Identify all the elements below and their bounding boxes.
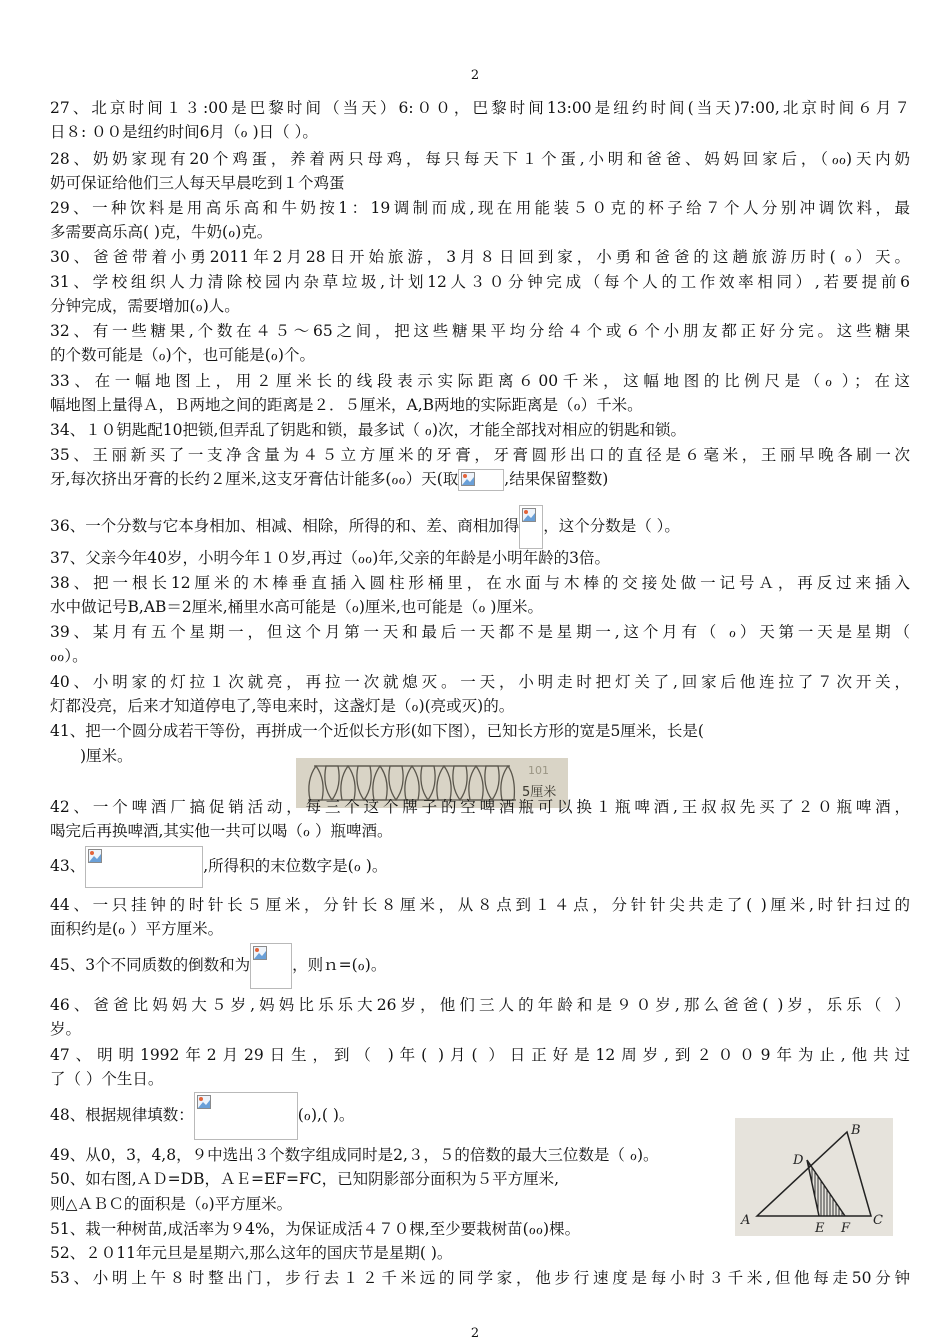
question-45	[50, 943, 910, 989]
question-32-line-1: 32、有一些糖果,个数在４５～65之间，把这些糖果平均分给４个或６个小朋友都正好分完。这些糖果	[50, 322, 910, 340]
question-43-text-b: ,所得积的末位数字是(ℴ )。	[203, 857, 388, 875]
broken-image-icon	[253, 946, 267, 960]
question-47-line-1: 47、明明1992年2月29日生，到（ )年( )月( ）日正好是12周岁,到２００9年为止,他共过	[50, 1046, 910, 1064]
broken-image-icon	[197, 1095, 211, 1109]
width-label: 5厘米	[522, 785, 557, 800]
vertex-label-f: F	[841, 1221, 851, 1236]
question-28-line-1: 28、奶奶家现有20个鸡蛋，养着两只母鸡，每只每天下１个蛋,小明和爸爸、妈妈回家后，（ℴℴ)天内奶	[50, 150, 910, 168]
question-28-line-2: 奶可保证给他们三人每天早晨吃到１个鸡蛋	[50, 174, 345, 192]
question-39-line-1: 39、某月有五个星期一，但这个月第一天和最后一天都不是星期一,这个月有（ ℴ）天第一天是星期（	[50, 623, 910, 641]
question-38-line-1: 38、把一根长12厘米的木棒垂直插入圆柱形桶里，在水面与木棒的交接处做一记号Ａ，再反过来插入	[50, 574, 910, 592]
vertex-label-e: E	[815, 1221, 825, 1236]
question-36-text-a: 36、一个分数与它本身相加、相减、相除，所得的和、差、商相加得	[50, 517, 520, 535]
question-40-line-1: 40、小明家的灯拉１次就亮，再拉一次就熄灭。一天，小明走时把灯关了,回家后他连拉了７次开关，	[50, 673, 910, 691]
missing-sequence-image	[194, 1092, 298, 1140]
page-number-top: 2	[470, 68, 480, 83]
question-45-text-a: 45、3个不同质数的倒数和为	[50, 956, 251, 974]
question-29-line-1: 29、一种饮料是用高乐高和牛奶按1：19调制而成,现在用能装５０克的杯子给７个人分别冲调饮料，最	[50, 199, 910, 217]
broken-image-icon	[522, 508, 536, 522]
question-45-text-b: ，则ｎ=(ℴ)。	[292, 956, 387, 974]
question-31-line-2: 分钟完成，需要增加(ℴ)人。	[50, 297, 240, 315]
question-33-line-1: 33、在一幅地图上，用２厘米长的线段表示实际距离６00千米，这幅地图的比例尺是（ℴ ）；在这	[50, 372, 910, 390]
question-41-line-2: )厘米。	[80, 747, 133, 765]
question-43	[50, 846, 910, 888]
question-29-line-2: 多需要高乐高( )克，牛奶(ℴ)克。	[50, 223, 273, 241]
question-32-line-2: 的个数可能是（ℴ)个，也可能是(ℴ)个。	[50, 346, 315, 364]
question-35-text-a: 牙,每次挤出牙膏的长约２厘米,这支牙膏估计能多(ℴℴ）天(取	[50, 470, 459, 488]
question-44-line-2: 面积约是(ℴ ）平方厘米。	[50, 920, 224, 938]
question-35-line-2	[50, 467, 910, 491]
faint-figure-label: 101	[528, 764, 549, 777]
vertex-label-a: A	[741, 1213, 751, 1228]
question-50-line-1: 50、如右图,ＡＤ=DB，ＡＥ=EF=FC，已知阴影部分面积为５平方厘米,	[50, 1170, 560, 1188]
question-35-text-b: ,结果保留整数)	[504, 470, 609, 488]
missing-fraction-image	[519, 505, 543, 549]
question-37: 37、父亲今年40岁，小明今年１０岁,再过（ℴℴ)年,父亲的年龄是小明年龄的3倍。	[50, 549, 611, 567]
question-39-line-2: ℴℴ）。	[50, 647, 88, 665]
question-41-line-1: 41、把一个圆分成若干等份，再拼成一个近似长方形(如下图），已知长方形的宽是5厘米，长是(	[50, 722, 704, 740]
question-36	[50, 505, 910, 549]
vertex-label-c: C	[873, 1213, 883, 1228]
question-44-line-1: 44、一只挂钟的时针长５厘米，分针长８厘米，从８点到１４点，分针针尖共走了( )厘米,时针扫过的	[50, 896, 910, 914]
missing-expression-image	[85, 846, 203, 888]
question-42-line-2: 喝完后再换啤酒,其实他一共可以喝（ℴ ）瓶啤酒。	[50, 822, 393, 840]
question-30: 30、爸爸带着小勇2011年2月28日开始旅游，3月８日回到家，小勇和爸爸的这趟旅游历时( ℴ）天。	[50, 248, 910, 266]
broken-image-icon	[88, 849, 102, 863]
question-53: 53、小明上午８时整出门，步行去１２千米远的同学家，他步行速度是每小时３千米,但他每走50分钟	[50, 1269, 910, 1287]
question-48-text-a: 48、根据规律填数：	[50, 1106, 194, 1124]
broken-image-icon	[461, 472, 475, 486]
question-51: 51、栽一种树苗,成活率为９4%，为保证成活４７０棵,至少要栽树苗(ℴℴ)棵。	[50, 1220, 581, 1238]
page-number-bottom: 2	[470, 1326, 480, 1341]
question-49: 49、从0，3，4,8，９中选出３个数字组成同时是2,３，５的倍数的最大三位数是（ ℴ)。	[50, 1146, 659, 1164]
question-46-line-1: 46、爸爸比妈妈大５岁,妈妈比乐乐大26岁，他们三人的年龄和是９０岁,那么爸爸( )岁，乐乐（ ）	[50, 996, 910, 1014]
vertex-label-d: D	[793, 1153, 804, 1168]
question-52: 52、２０11年元旦是星期六,那么这年的国庆节是星期( )。	[50, 1244, 453, 1262]
question-33-line-2: 幅地图上量得Ａ，Ｂ两地之间的距离是２．５厘米，A,B两地的实际距离是（ℴ）千米。	[50, 396, 643, 414]
question-36-text-b: ，这个分数是（ ）。	[543, 517, 680, 535]
question-47-line-2: 了（ ）个生日。	[50, 1070, 164, 1088]
missing-fraction-image	[250, 943, 292, 989]
question-46-line-2: 岁。	[50, 1020, 82, 1038]
question-38-line-2: 水中做记号B,AB＝2厘米,桶里水高可能是（ℴ)厘米,也可能是（ℴ )厘米。	[50, 598, 543, 616]
question-50-line-2: 则△ＡＢＣ的面积是（ℴ)平方厘米。	[50, 1195, 293, 1213]
vertex-label-b: B	[851, 1123, 861, 1138]
question-31-line-1: 31、学校组织人力清除校园内杂草垃圾,计划12人３０分钟完成（每个人的工作效率相同）,若要提前6	[50, 273, 910, 291]
question-40-line-2: 灯都没亮，后来才知道停电了,等电来时，这盏灯是（ℴ)(亮或灭)的。	[50, 697, 515, 715]
question-48-text-b: (ℴ),( )。	[297, 1106, 355, 1124]
question-27-line-2: 日８: ００是纽约时间6月（ℴ )日（ ）。	[50, 123, 318, 141]
question-27-line-1: 27、北京时间１３:00是巴黎时间（当天）6:００，巴黎时间13:00是纽约时间(当天)7:00,北京时间６月７	[50, 99, 910, 117]
question-43-text-a: 43、	[50, 857, 86, 875]
question-42-line-1: 42、一个啤酒厂搞促销活动，每三个这个牌子的空啤酒瓶可以换１瓶啤酒,王叔叔先买了２０瓶啤酒，	[50, 798, 910, 816]
question-34: 34、１０钥匙配10把锁,但弄乱了钥匙和锁，最多试（ ℴ)次，才能全部找对相应的钥匙和锁。	[50, 421, 687, 439]
question-35-line-1: 35、王丽新买了一支净含量为４５立方厘米的牙膏，牙膏圆形出口的直径是６毫米，王丽早晚各刷一次	[50, 446, 910, 464]
missing-formula-image	[458, 469, 504, 491]
